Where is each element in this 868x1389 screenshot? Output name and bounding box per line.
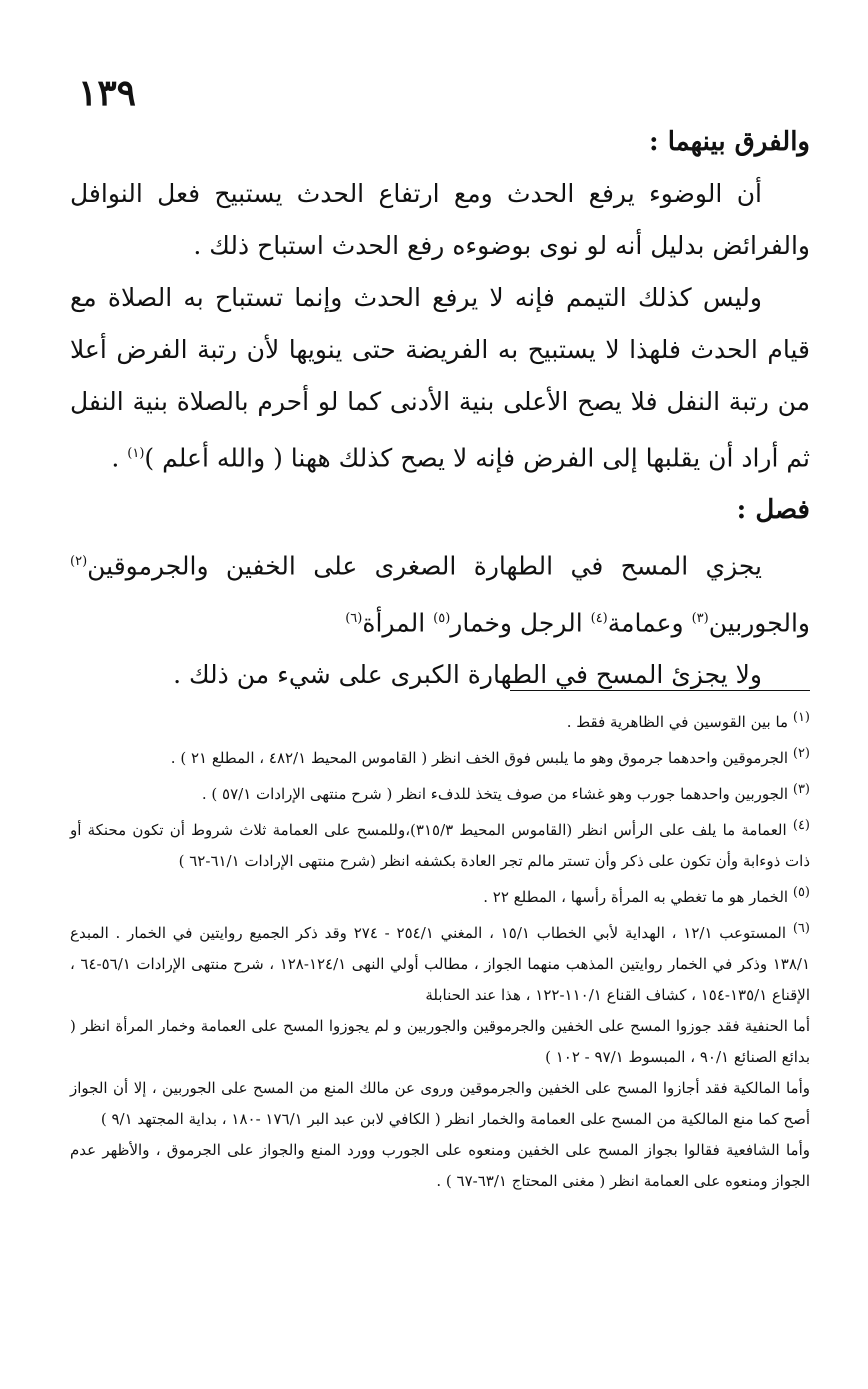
paragraph-masah — [70, 536, 810, 649]
footnote-num: (٥) — [792, 885, 810, 900]
footnote-5 — [70, 877, 810, 913]
footnote-ref-4: (٤) — [590, 610, 608, 626]
footnote-6-maliki: وأما المالكية فقد أجازوا المسح على الخفين والجرموقين وروى عن مالك المنع من المسح على الجوربين ، إلا أن الجواز أصح كما منع المالكية من المسح على العمامة والخمار انظر ( الكافي لابن عبد البر ١٧٦/١ -١٨٠ ، بداية المجتهد ٩/١ ) — [70, 1079, 810, 1128]
section-heading-fasl: فصل : — [736, 495, 810, 526]
masah-text-2: والجوربين — [708, 607, 810, 637]
main-text — [70, 116, 810, 701]
masah-text-5: المرأة — [362, 607, 434, 637]
footnote-text: المستوعب ١٢/١ ، الهداية لأبي الخطاب ١٥/١ ، المغني ٢٥٤/١ - ٢٧٤ وقد ذكر الجميع روايتين في الخمار . المبدع ١٣٨/١ وذكر في الخمار روايتين المذهب منهما الجواز ، مطالب أولي النهى ١٢٤/١-١٢٨ ، شرح منتهى الإرادات ٥٦/١-٦٤ ، الإقناع ١٣٥/١-١٥٤ ، كشاف القناع ١١٠/١-١٢٢ ، هذا عند الحنابلة — [70, 924, 810, 1004]
footnote-text: العمامة ما يلف على الرأس انظر (القاموس المحيط ٣١٥/٣)،وللمسح على العمامة ثلاث شروط أن تكون محنكة أو ذات ذوءابة وأن تكون على ذكر وأن تستر مالم تجر العادة بكشفه انظر (شرح منتهى الإرادات ٦١/١-٦٢ ) — [70, 821, 810, 870]
footnote-6-hanafi: أما الحنفية فقد جوزوا المسح على الخفين والجرموقين والجوربين و لم يجوزوا المسح على العمامة وخمار المرأة انظر ( بدائع الصنائع ٩٠/١ ، المبسوط ٩٧/١ - ١٠٢ ) — [70, 1017, 810, 1066]
footnote-text: الجرموقين واحدهما جرموق وهو ما يلبس فوق الخف انظر ( القاموس المحيط ٤٨٢/١ ، المطلع ٢١ ) . — [170, 749, 793, 767]
footnote-num: (٦) — [792, 921, 810, 936]
footnote-divider — [510, 690, 810, 691]
footnote-ref-2: (٢) — [70, 554, 88, 570]
footnote-4 — [70, 810, 810, 877]
paragraph-major-purity: ولا يجزئ المسح في الطهارة الكبرى على شيء من ذلك . — [173, 659, 762, 689]
masah-text-1: يجزي المسح في الطهارة الصغرى على الخفين والجرموقين — [87, 551, 762, 581]
paragraph-tayammum-text: وليس كذلك التيمم فإنه لا يرفع الحدث وإنما تستباح به الصلاة مع قيام الحدث فلهذا لا يستبيح به الفريضة حتى ينويها لأن رتبة الفرض أعلا من رتبة النفل فلا يصح الأعلى بنية الأدنى كما لو أحرم بالصلاة بنية النفل ثم أراد أن يقلبها إلى الفرض فإنه لا يصح كذلك ههنا ( والله أعلم ) — [70, 283, 810, 473]
paragraph-wudu: أن الوضوء يرفع الحدث ومع ارتفاع الحدث يستبيح فعل النوافل والفرائض بدليل أنه لو نوى بوضوءه رفع الحدث استباح ذلك . — [70, 179, 810, 260]
footnote-6-shafii: وأما الشافعية فقالوا بجواز المسح على الخفين ومنعوه على الجورب وورد المنع والجواز على الجرموق ، والأظهر عدم الجواز ومنعوه على العمامة انظر ( مغنى المحتاج ٦٣/١-٦٧ ) . — [70, 1141, 810, 1190]
masah-text-3: وعمامة — [607, 607, 692, 637]
footnote-6 — [70, 913, 810, 1011]
footnote-text: الخمار هو ما تغطي به المرأة رأسها ، المطلع ٢٢ . — [483, 888, 793, 906]
footnote-ref-3: (٣) — [691, 610, 709, 626]
footnotes — [70, 702, 810, 1197]
paragraph-tayammum — [70, 272, 810, 484]
footnote-ref-5: (٥) — [433, 610, 451, 626]
masah-text-4: الرجل وخمار — [450, 607, 591, 637]
footnote-num: (٢) — [792, 746, 810, 761]
footnote-num: (١) — [792, 710, 810, 725]
footnote-ref-1: (١) — [127, 446, 145, 461]
footnote-3 — [70, 774, 810, 810]
footnote-1 — [70, 702, 810, 738]
footnote-num: (٣) — [792, 782, 810, 797]
footnote-num: (٤) — [792, 818, 810, 833]
footnote-text: ما بين القوسين في الظاهرية فقط . — [566, 713, 793, 731]
section-heading-difference: والفرق بينهما : — [649, 127, 810, 157]
footnote-text: الجوربين واحدهما جورب وهو غشاء من صوف يتخذ للدفء انظر ( شرح منتهى الإرادات ٥٧/١ ) . — [201, 785, 793, 803]
footnote-ref-6: (٦) — [345, 610, 363, 626]
paragraph-tayammum-end: . — [111, 443, 128, 473]
footnote-2 — [70, 738, 810, 774]
page-number: ١٣٩ — [78, 72, 137, 114]
